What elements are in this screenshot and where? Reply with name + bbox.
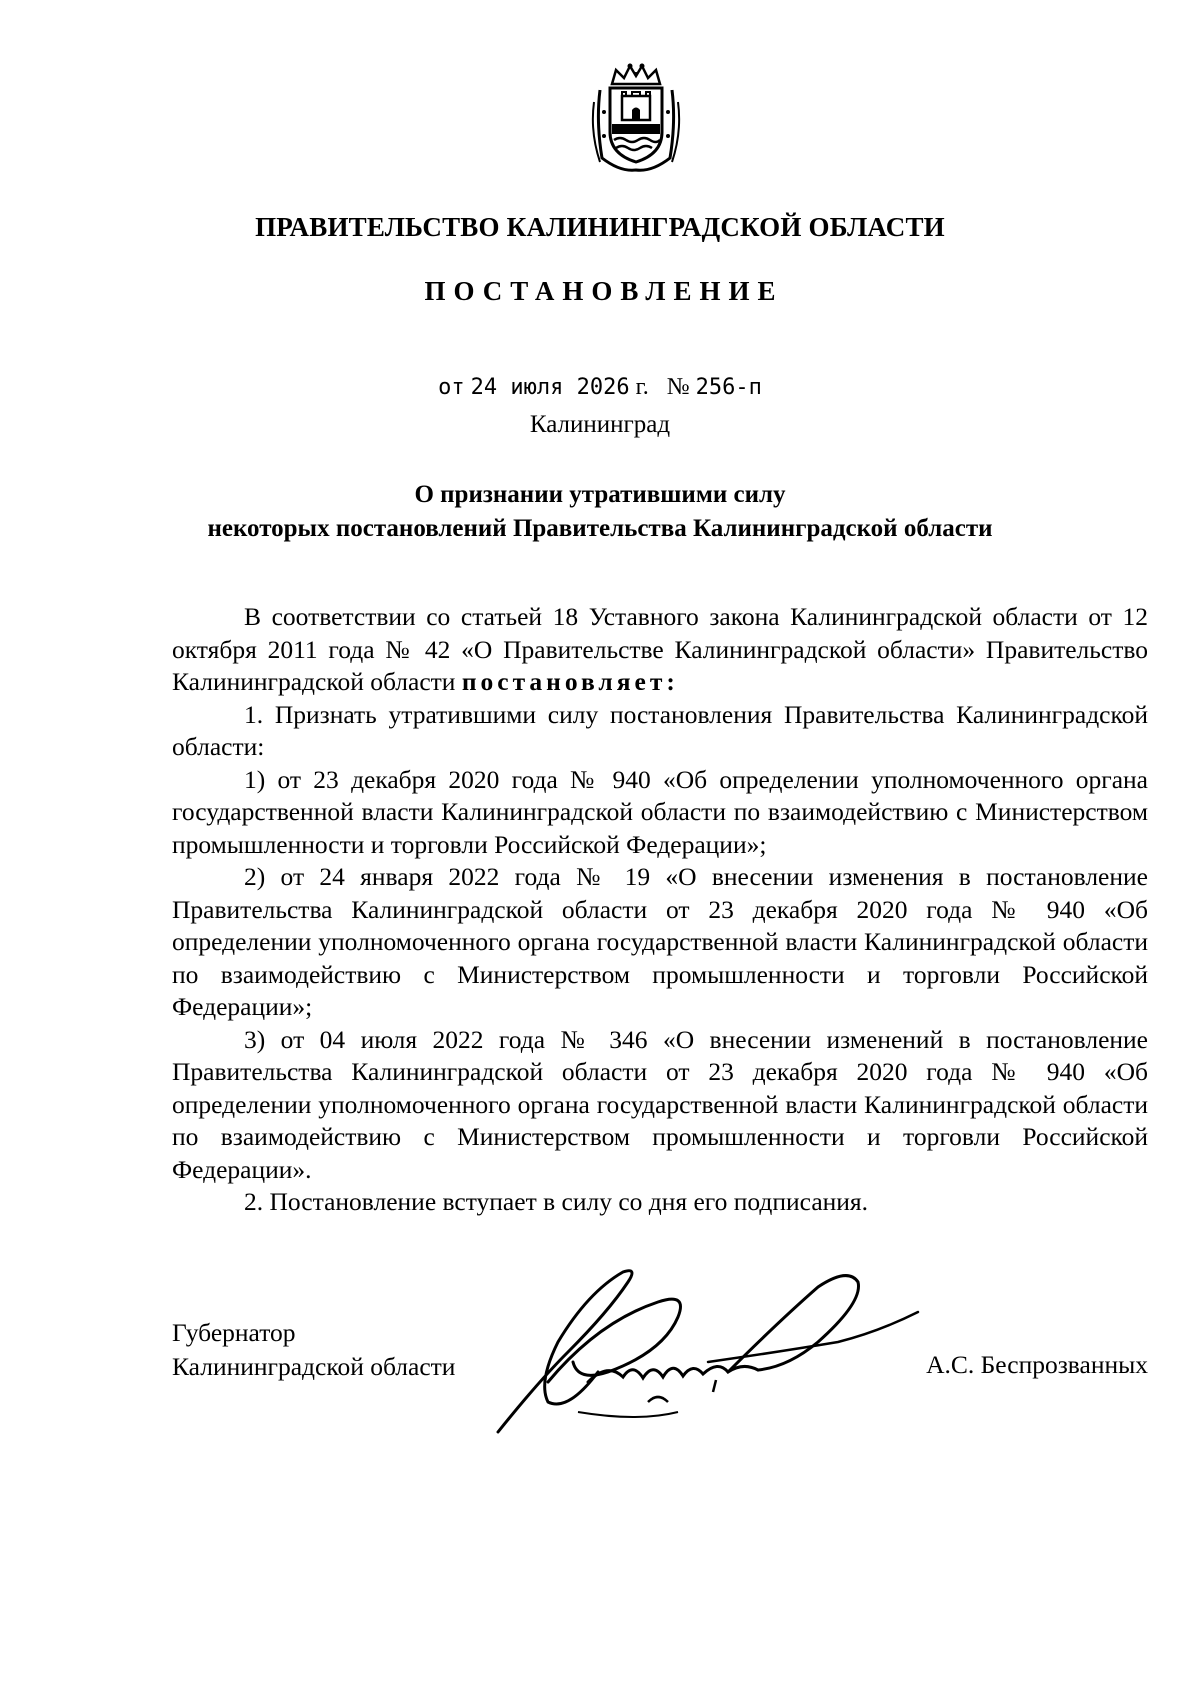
item-1: 1. Признать утратившими силу постановления Правительства Калининградской области: (172, 699, 1148, 761)
number-label: № (666, 374, 690, 400)
subject-line-1: О признании утратившими силу (414, 481, 786, 508)
document-date-number (0, 374, 1200, 401)
document-city: Калининград (529, 411, 671, 438)
item-2: 2. Постановление вступает в силу со дня его подписания. (244, 1187, 869, 1216)
subitem-3: 3) от 04 июля 2022 года № 346 «О внесении изменений в постановление Правительства Калининградской области от 23 декабря 2020 года № 940 «Об определении уполномоченного органа государственной власти Калининградской области по взаимодействию с Министерством промышленности и торговли Российской Федерации». (172, 1024, 1148, 1184)
subitem-2: 2) от 24 января 2022 года № 19 «О внесении изменения в постановление Правительства Калининградской области от 23 декабря 2020 года № 940 «Об определении уполномоченного органа государственной власти Калининградской области по взаимодействию с Министерством промышленности и торговли Российской Федерации»; (172, 862, 1148, 1021)
document-date: 24 июля 2026 (470, 375, 630, 400)
coat-of-arms-icon (590, 62, 682, 174)
government-title: ПРАВИТЕЛЬСТВО КАЛИНИНГРАДСКОЙ ОБЛАСТИ (255, 212, 945, 242)
subitem-1: 1) от 23 декабря 2020 года № 940 «Об определении уполномоченного органа государственной власти Калининградской области по взаимодействию с Министерством промышленности и торговли Российской Федерации»; (172, 764, 1148, 859)
intro-paragraph (172, 601, 1148, 699)
document-subject (0, 478, 1200, 546)
handwritten-signature-icon (478, 1262, 938, 1442)
intro-text: В соответствии со статьей 18 Уставного закона Калининградской области от 12 октября 2011 года № 42 «О Правительстве Калининградской области» Правительство Калининградской области (172, 602, 1148, 696)
position-line-1: Губернатор (172, 1318, 296, 1347)
document-body (172, 601, 1148, 1219)
intro-verb: постановляет: (461, 667, 679, 696)
signatory-position (172, 1316, 455, 1384)
date-prefix: от (438, 375, 465, 400)
year-suffix: г. (635, 374, 649, 400)
document-type: ПОСТАНОВЛЕНИЕ (424, 276, 784, 306)
signatory-name: А.С. Беспрозванных (926, 1350, 1148, 1379)
subject-line-2: некоторых постановлений Правительства Калининградской области (207, 515, 993, 542)
document-number: 256-п (695, 375, 762, 400)
position-line-2: Калининградской области (172, 1352, 456, 1381)
